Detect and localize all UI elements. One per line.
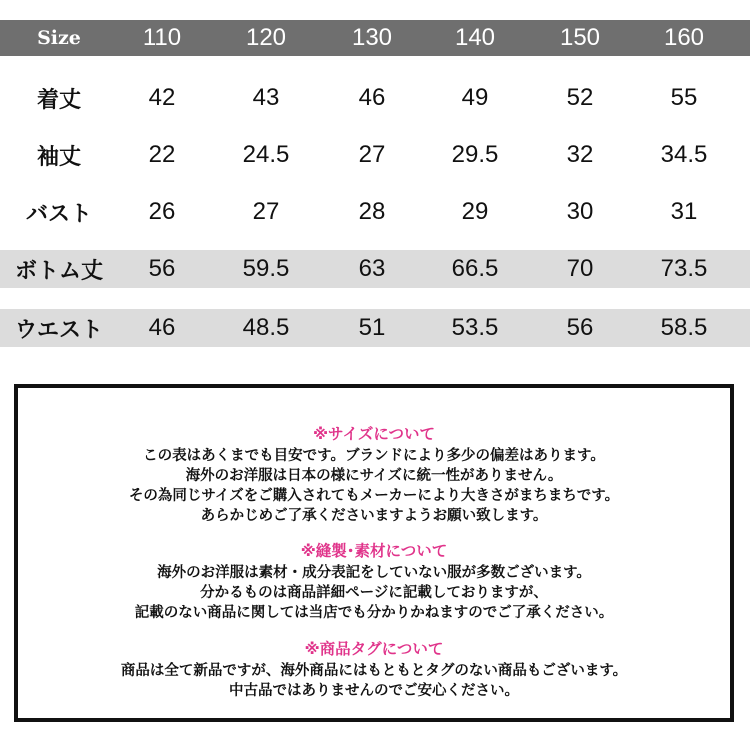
notice-section-size bbox=[18, 424, 730, 526]
row-label: ウエスト bbox=[14, 316, 103, 343]
table-cell: 26 bbox=[148, 198, 176, 225]
notice-line: 海外のお洋服は素材・成分表記をしていない服が多数ございます。 bbox=[157, 565, 591, 581]
table-cell: 53.5 bbox=[451, 314, 499, 341]
notice-section-material bbox=[18, 541, 730, 623]
table-cell: 58.5 bbox=[660, 314, 708, 341]
notice-line: その為同じサイズをご購入されてもメーカーにより大きさがまちまちです。 bbox=[128, 488, 620, 504]
size-header-cell: 110 bbox=[142, 24, 182, 51]
notice-line: 商品は全て新品ですが、海外商品にはもともとタグのない商品もございます。 bbox=[120, 663, 628, 679]
size-header-row bbox=[0, 20, 750, 56]
size-header-label: Size bbox=[37, 27, 81, 49]
table-cell: 70 bbox=[566, 255, 594, 282]
notice-line: 記載のない商品に関しては当店でも分かりかねますのでご了承ください。 bbox=[134, 605, 614, 621]
table-cell: 24.5 bbox=[242, 141, 290, 168]
table-cell: 42 bbox=[148, 84, 176, 111]
table-cell: 49 bbox=[461, 84, 489, 111]
row-label: 着丈 bbox=[36, 86, 81, 113]
table-row bbox=[0, 130, 750, 180]
table-cell: 29.5 bbox=[451, 141, 499, 168]
table-cell: 56 bbox=[148, 255, 176, 282]
table-cell: 34.5 bbox=[660, 141, 708, 168]
table-cell: 63 bbox=[358, 255, 386, 282]
row-label: バスト bbox=[25, 200, 92, 227]
table-cell: 43 bbox=[252, 84, 280, 111]
section-heading: ※商品タグについて bbox=[304, 640, 444, 658]
size-header-cell: 120 bbox=[245, 24, 287, 51]
section-heading: ※サイズについて bbox=[312, 425, 436, 443]
table-cell: 48.5 bbox=[242, 314, 290, 341]
notice-line: 海外のお洋服は日本の様にサイズに統一性がありません。 bbox=[185, 468, 563, 484]
table-cell: 27 bbox=[358, 141, 386, 168]
table-cell: 31 bbox=[670, 198, 698, 225]
row-label: 袖丈 bbox=[36, 143, 81, 170]
table-cell: 32 bbox=[566, 141, 594, 168]
table-cell: 46 bbox=[148, 314, 176, 341]
table-cell: 46 bbox=[358, 84, 386, 111]
notice-line: あらかじめご了承くださいますようお願い致します。 bbox=[200, 508, 548, 524]
table-cell: 52 bbox=[566, 84, 594, 111]
table-row bbox=[0, 73, 750, 123]
notice-line: 分かるものは商品詳細ページに記載しておりますが、 bbox=[200, 585, 548, 601]
table-cell: 51 bbox=[358, 314, 386, 341]
notice-line: この表はあくまでも目安です。ブランドにより多少の偏差はあります。 bbox=[143, 448, 605, 464]
section-heading: ※縫製･素材について bbox=[300, 542, 448, 560]
table-cell: 73.5 bbox=[660, 255, 708, 282]
notice-box bbox=[14, 384, 734, 722]
table-cell: 59.5 bbox=[242, 255, 290, 282]
table-cell: 29 bbox=[461, 198, 489, 225]
table-cell: 56 bbox=[566, 314, 594, 341]
table-row bbox=[0, 250, 750, 288]
table-cell: 55 bbox=[670, 84, 698, 111]
table-cell: 30 bbox=[566, 198, 594, 225]
notice-line: 中古品ではありませんのでご安心ください。 bbox=[229, 683, 519, 699]
size-header-cell: 140 bbox=[454, 24, 496, 51]
row-label: ボトム丈 bbox=[14, 257, 103, 284]
size-header-cell: 160 bbox=[663, 24, 705, 51]
notice-section-tag bbox=[18, 639, 730, 701]
table-cell: 22 bbox=[148, 141, 176, 168]
table-cell: 28 bbox=[358, 198, 386, 225]
table-cell: 66.5 bbox=[451, 255, 499, 282]
size-header-cell: 150 bbox=[559, 24, 601, 51]
table-cell: 27 bbox=[252, 198, 280, 225]
table-row bbox=[0, 187, 750, 237]
size-header-cell: 130 bbox=[351, 24, 393, 51]
table-row bbox=[0, 309, 750, 347]
